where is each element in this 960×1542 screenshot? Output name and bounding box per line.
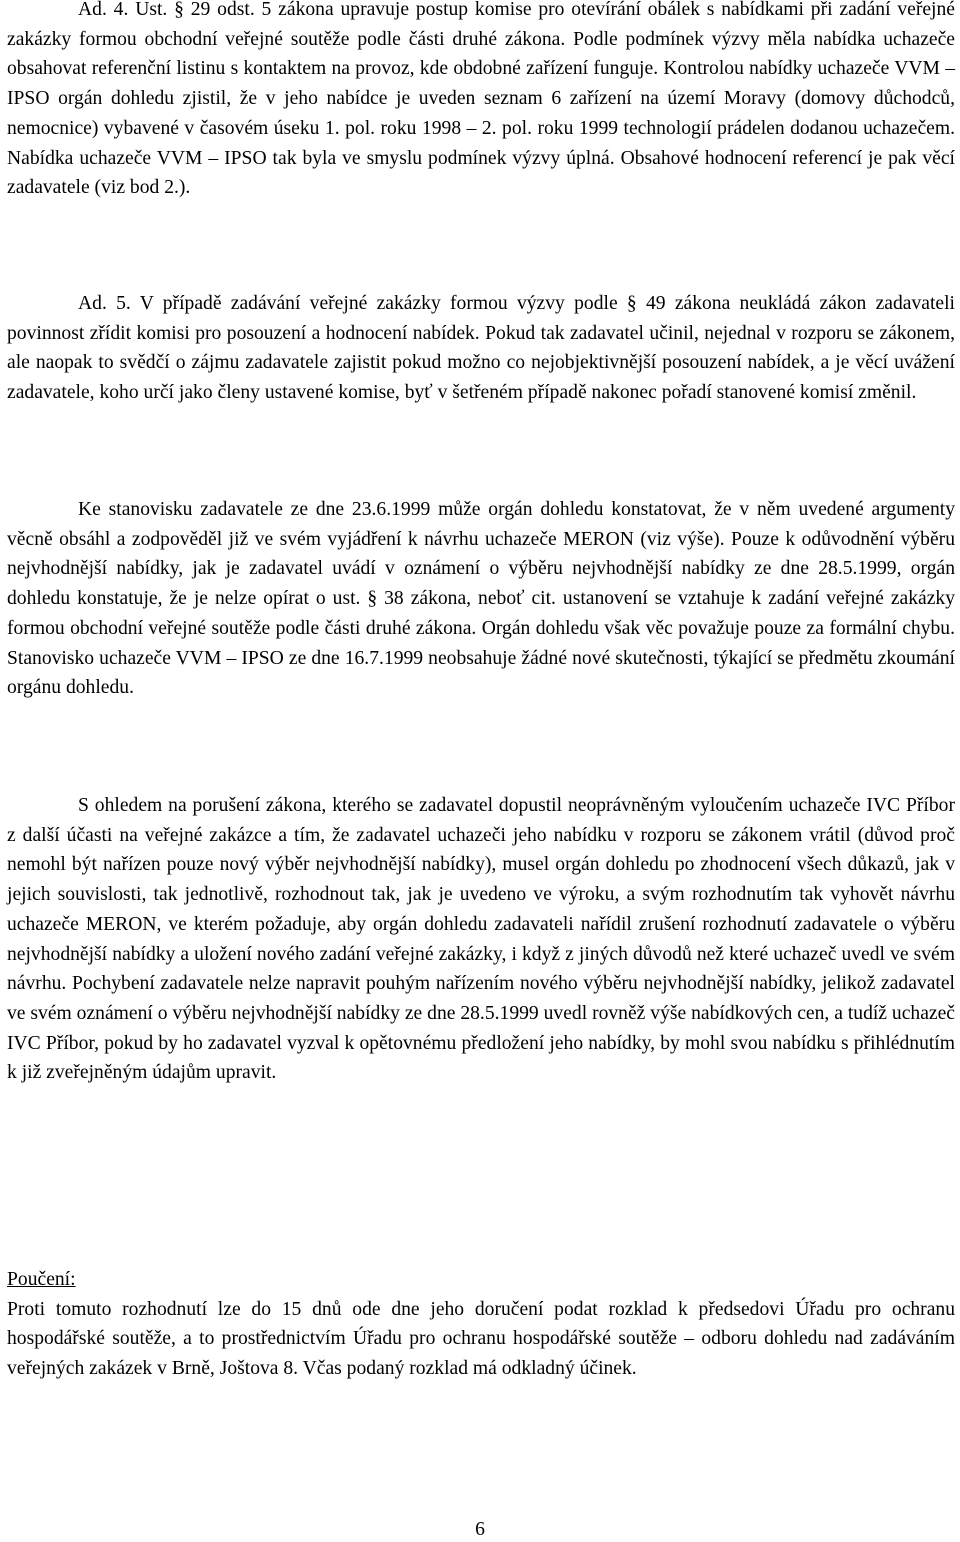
paragraph-ad-4: Ad. 4. Ust. § 29 odst. 5 zákona upravuje postup komise pro otevírání obálek s nabídkami při zadání veřejné zakázky formou obchodní veřejné soutěže podle části druhé zákona. Podle podmínek výzvy měla nabídka uchazeče obsahovat referenční listinu s kontaktem na provoz, kde obdobné zařízení funguje. Kontrolou nabídky uchazeče VVM – IPSO orgán dohledu zjistil, že v jeho nabídce je uveden seznam 6 zařízení na území Moravy (domovy důchodců, nemocnice) vybavené v časovém úseku 1. pol. roku 1998 – 2. pol. roku 1999 technologií prádelen dodanou uchazečem. Nabídka uchazeče VVM – IPSO tak byla ve smyslu podmínek výzvy úplná. Obsahové hodnocení referencí je pak věcí zadavatele (viz bod 2.). bbox=[7, 0, 955, 199]
instruction-heading: Poučení: bbox=[7, 1269, 76, 1290]
instruction-section bbox=[7, 1265, 955, 1384]
paragraph-decision-reasoning: S ohledem na porušení zákona, kterého se zadavatel dopustil neoprávněným vyloučením uchazeče IVC Příbor z další účasti na veřejné zakázce a tím, že zadavatel uchazeči jeho nabídku v rozporu se zákonem vrátil (důvod proč nemohl být nařízen pouze nový výběr nejvhodnější nabídky), musel orgán dohledu po zhodnocení všech důkazů, jak v jejich souvislosti, tak jednotlivě, rozhodnout tak, jak je uvedeno ve výroku, a svým rozhodnutím tak vyhovět návrhu uchazeče MERON, ve kterém požaduje, aby orgán dohledu zadavateli nařídil zrušení rozhodnutí zadavatele o výběru nejvhodnější nabídky a uložení nového zadání veřejné zakázky, i když z jiných důvodů než které uchazeč uvedl ve svém návrhu. Pochybení zadavatele nelze napravit pouhým nařízením nového výběru nejvhodnější nabídky, jelikož zadavatel ve svém oznámení o výběru nejvhodnější nabídky ze dne 28.5.1999 uvedl rovněž výše nabídkových cen, a tudíž uchazeč IVC Příbor, pokud by ho zadavatel vyzval k opětovnému předložení jeho nabídky, by mohl svou nabídku s přihlédnutím k již zveřejněným údajům upravit. bbox=[7, 795, 955, 1084]
page-number: 6 bbox=[475, 1519, 485, 1540]
paragraph-contracting-authority-statement: Ke stanovisku zadavatele ze dne 23.6.1999 může orgán dohledu konstatovat, že v něm uvedené argumenty věcně obsáhl a zodpověděl již ve svém vyjádření k návrhu uchazeče MERON (viz výše). Pouze k odůvodnění výběru nejvhodnější nabídky, jak je zadavatel uvádí v oznámení o výběru nejvhodnější nabídky ze dne 28.5.1999, orgán dohledu konstatuje, že je nelze opírat o ust. § 38 zákona, neboť cit. ustanovení se vztahuje k zadání veřejné zakázky formou obchodní veřejné soutěže podle části druhé zákona. Orgán dohledu však věc považuje pouze za formální chybu. Stanovisko uchazeče VVM – IPSO ze dne 16.7.1999 neobsahuje žádné nové skutečnosti, týkající se předmětu zkoumání orgánu dohledu. bbox=[7, 499, 955, 699]
paragraph-ad-5: Ad. 5. V případě zadávání veřejné zakázky formou výzvy podle § 49 zákona neukládá zákon zadavateli povinnost zřídit komisi pro posouzení a hodnocení nabídek. Pokud tak zadavatel učinil, nejednal v rozporu se zákonem, ale naopak to svědčí o zájmu zadavatele zajistit pokud možno co nejobjektivnější posouzení nabídek, a je věcí uvážení zadavatele, koho určí jako členy ustavené komise, byť v šetřeném případě nakonec pořadí stanovené komisí změnil. bbox=[7, 293, 955, 404]
instruction-text: Proti tomuto rozhodnutí lze do 15 dnů ode dne jeho doručení podat rozklad k předsedovi Úřadu pro ochranu hospodářské soutěže, a to prostřednictvím Úřadu pro ochranu hospodářské soutěže – odboru dohledu nad zadáváním veřejných zakázek v Brně, Joštova 8. Včas podaný rozklad má odkladný účinek. bbox=[7, 1298, 955, 1380]
